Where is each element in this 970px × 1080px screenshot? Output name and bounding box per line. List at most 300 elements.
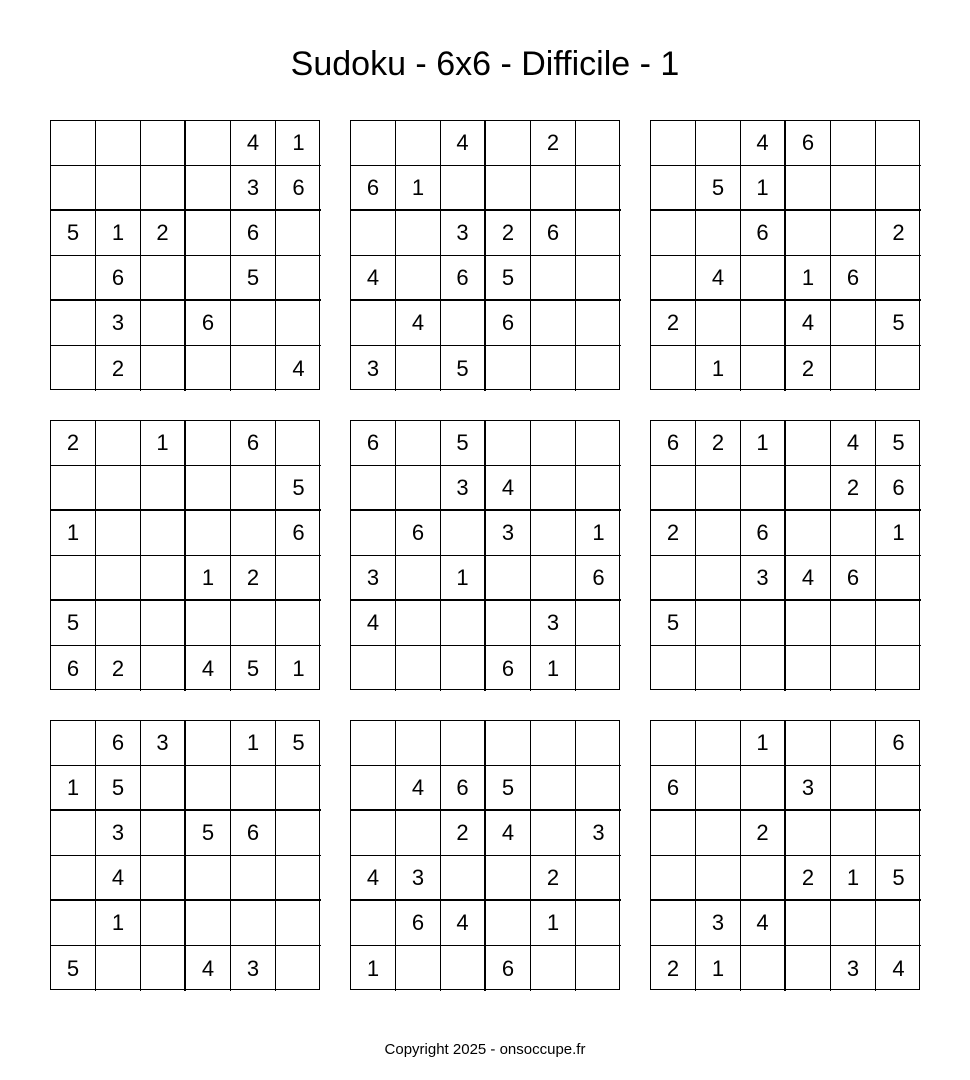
sudoku-cell[interactable]	[576, 211, 621, 256]
sudoku-cell[interactable]	[276, 421, 321, 466]
sudoku-cell: 2	[231, 556, 276, 601]
sudoku-cell[interactable]	[141, 601, 186, 646]
sudoku-cell[interactable]	[876, 556, 921, 601]
sudoku-cell: 1	[576, 511, 621, 556]
sudoku-cell[interactable]	[576, 901, 621, 946]
sudoku-cell[interactable]	[786, 211, 831, 256]
sudoku-cell[interactable]	[741, 646, 786, 691]
sudoku-cell[interactable]	[831, 511, 876, 556]
sudoku-cell: 4	[351, 256, 396, 301]
sudoku-cell[interactable]	[831, 346, 876, 391]
sudoku-cell[interactable]	[651, 811, 696, 856]
sudoku-cell[interactable]	[231, 466, 276, 511]
sudoku-cell: 2	[531, 856, 576, 901]
sudoku-cell[interactable]	[486, 601, 531, 646]
sudoku-cell[interactable]	[786, 901, 831, 946]
sudoku-cell[interactable]	[696, 601, 741, 646]
sudoku-cell[interactable]	[876, 901, 921, 946]
sudoku-cell[interactable]	[396, 556, 441, 601]
sudoku-cell: 2	[441, 811, 486, 856]
sudoku-cell[interactable]	[831, 901, 876, 946]
sudoku-cell[interactable]	[141, 511, 186, 556]
sudoku-cell[interactable]	[831, 211, 876, 256]
sudoku-cell[interactable]	[786, 421, 831, 466]
sudoku-cell[interactable]	[276, 256, 321, 301]
sudoku-cell[interactable]	[831, 766, 876, 811]
sudoku-cell[interactable]	[696, 856, 741, 901]
sudoku-cell: 3	[576, 811, 621, 856]
sudoku-cell[interactable]	[141, 811, 186, 856]
sudoku-cell[interactable]	[786, 601, 831, 646]
sudoku-cell[interactable]	[396, 346, 441, 391]
sudoku-cell[interactable]	[576, 301, 621, 346]
sudoku-cell: 1	[741, 166, 786, 211]
sudoku-cell[interactable]	[141, 466, 186, 511]
sudoku-cell: 6	[651, 766, 696, 811]
sudoku-cell[interactable]	[276, 211, 321, 256]
sudoku-cell[interactable]	[741, 766, 786, 811]
sudoku-cell[interactable]	[531, 811, 576, 856]
sudoku-cell[interactable]	[396, 466, 441, 511]
sudoku-cell[interactable]	[186, 256, 231, 301]
sudoku-cell[interactable]	[96, 946, 141, 991]
sudoku-cell: 3	[486, 511, 531, 556]
sudoku-cell[interactable]	[531, 466, 576, 511]
sudoku-cell[interactable]	[696, 766, 741, 811]
sudoku-cell: 1	[696, 946, 741, 991]
sudoku-cell: 5	[441, 346, 486, 391]
sudoku-cell[interactable]	[186, 511, 231, 556]
sudoku-cell[interactable]	[696, 556, 741, 601]
sudoku-cell[interactable]	[531, 766, 576, 811]
sudoku-cell[interactable]	[396, 421, 441, 466]
sudoku-cell[interactable]	[741, 856, 786, 901]
sudoku-cell: 2	[531, 121, 576, 166]
sudoku-cell: 5	[96, 766, 141, 811]
sudoku-cell[interactable]	[186, 346, 231, 391]
sudoku-cell: 6	[486, 301, 531, 346]
sudoku-cell[interactable]	[486, 166, 531, 211]
sudoku-cell: 1	[51, 511, 96, 556]
sudoku-cell: 3	[396, 856, 441, 901]
sudoku-cell[interactable]	[651, 121, 696, 166]
sudoku-cell[interactable]	[96, 601, 141, 646]
sudoku-cell: 1	[786, 256, 831, 301]
sudoku-cell[interactable]	[186, 211, 231, 256]
sudoku-cell: 2	[651, 511, 696, 556]
sudoku-cell[interactable]	[486, 121, 531, 166]
sudoku-cell[interactable]	[231, 901, 276, 946]
sudoku-cell: 6	[531, 211, 576, 256]
sudoku-cell: 6	[276, 166, 321, 211]
sudoku-cell[interactable]	[186, 601, 231, 646]
sudoku-cell[interactable]	[141, 946, 186, 991]
sudoku-cell: 6	[441, 766, 486, 811]
sudoku-cell[interactable]	[696, 211, 741, 256]
sudoku-cell[interactable]	[741, 256, 786, 301]
sudoku-cell: 4	[292, 355, 305, 381]
sudoku-cell[interactable]	[741, 946, 786, 991]
sudoku-grid-5	[350, 420, 620, 690]
sudoku-cell[interactable]	[576, 946, 621, 991]
sudoku-cell[interactable]	[531, 301, 576, 346]
sudoku-cell[interactable]	[531, 556, 576, 601]
sudoku-cell[interactable]	[576, 646, 621, 691]
sudoku-cell[interactable]	[441, 721, 486, 766]
sudoku-cell: 1	[96, 211, 141, 256]
sudoku-cell[interactable]	[186, 421, 231, 466]
sudoku-cell[interactable]	[186, 166, 231, 211]
sudoku-cell[interactable]	[96, 466, 141, 511]
sudoku-cell[interactable]	[441, 511, 486, 556]
sudoku-cell[interactable]	[786, 646, 831, 691]
sudoku-cell[interactable]	[396, 601, 441, 646]
sudoku-cell[interactable]	[186, 901, 231, 946]
sudoku-cell[interactable]	[231, 766, 276, 811]
sudoku-cell: 3	[351, 556, 396, 601]
sudoku-cell[interactable]	[231, 346, 276, 391]
sudoku-cell[interactable]	[231, 301, 276, 346]
sudoku-grid-2	[350, 120, 620, 390]
sudoku-cell: 4	[741, 121, 786, 166]
sudoku-cell[interactable]	[651, 346, 696, 391]
sudoku-cell: 2	[486, 211, 531, 256]
sudoku-cell[interactable]	[96, 511, 141, 556]
sudoku-cell[interactable]	[786, 511, 831, 556]
sudoku-cell: 1	[531, 901, 576, 946]
sudoku-cell: 1	[351, 946, 396, 991]
sudoku-cell: 3	[351, 346, 396, 391]
sudoku-cell: 6	[876, 721, 921, 766]
sudoku-cell: 6	[831, 556, 876, 601]
sudoku-cell[interactable]	[786, 466, 831, 511]
sudoku-cell[interactable]	[441, 301, 486, 346]
sudoku-cell: 5	[276, 721, 321, 766]
sudoku-cell[interactable]	[696, 511, 741, 556]
sudoku-cell[interactable]	[351, 301, 396, 346]
sudoku-cell[interactable]	[831, 301, 876, 346]
sudoku-grid-9	[650, 720, 920, 990]
sudoku-cell: 4	[892, 955, 905, 981]
sudoku-cell[interactable]	[876, 646, 921, 691]
sudoku-cell[interactable]	[486, 901, 531, 946]
sudoku-grid-3	[650, 120, 920, 390]
sudoku-cell: 4	[396, 301, 441, 346]
sudoku-cell[interactable]	[51, 301, 96, 346]
sudoku-cell: 6	[741, 211, 786, 256]
sudoku-cell[interactable]	[141, 121, 186, 166]
sudoku-cell: 6	[396, 901, 441, 946]
sudoku-cell[interactable]	[51, 166, 96, 211]
sudoku-cell[interactable]	[396, 646, 441, 691]
sudoku-cell: 4	[231, 121, 276, 166]
sudoku-cell: 2	[51, 421, 96, 466]
sudoku-cell[interactable]	[651, 856, 696, 901]
sudoku-cell[interactable]	[396, 946, 441, 991]
sudoku-cell: 6	[741, 511, 786, 556]
sudoku-cell: 1	[96, 901, 141, 946]
sudoku-cell[interactable]	[186, 466, 231, 511]
sudoku-cell[interactable]	[51, 256, 96, 301]
sudoku-cell: 6	[186, 301, 231, 346]
sudoku-cell: 2	[876, 211, 921, 256]
sudoku-cell[interactable]	[141, 256, 186, 301]
sudoku-cell[interactable]	[741, 301, 786, 346]
sudoku-cell[interactable]	[741, 346, 786, 391]
sudoku-cell[interactable]	[576, 466, 621, 511]
sudoku-cell[interactable]	[276, 901, 321, 946]
sudoku-cell[interactable]	[441, 646, 486, 691]
sudoku-cell: 6	[486, 946, 531, 991]
sudoku-cell: 5	[231, 646, 276, 691]
sudoku-cell[interactable]	[276, 556, 321, 601]
sudoku-cell: 6	[576, 556, 621, 601]
sudoku-cell[interactable]	[531, 346, 576, 391]
sudoku-cell: 4	[441, 121, 486, 166]
sudoku-cell[interactable]	[51, 556, 96, 601]
sudoku-cell[interactable]	[486, 421, 531, 466]
sudoku-cell[interactable]	[651, 256, 696, 301]
sudoku-cell: 2	[651, 946, 696, 991]
sudoku-grid-7	[50, 720, 320, 990]
sudoku-cell: 4	[351, 856, 396, 901]
sudoku-cell[interactable]	[351, 121, 396, 166]
sudoku-cell: 4	[786, 556, 831, 601]
sudoku-cell[interactable]	[141, 856, 186, 901]
sudoku-cell[interactable]	[351, 721, 396, 766]
sudoku-cell[interactable]	[396, 256, 441, 301]
sudoku-cell[interactable]	[651, 721, 696, 766]
sudoku-cell: 1	[741, 421, 786, 466]
sudoku-cell[interactable]	[51, 901, 96, 946]
sudoku-cell: 4	[441, 901, 486, 946]
sudoku-cell[interactable]	[576, 766, 621, 811]
sudoku-cell: 2	[96, 646, 141, 691]
sudoku-cell[interactable]	[96, 121, 141, 166]
sudoku-cell[interactable]	[141, 166, 186, 211]
sudoku-cell: 4	[186, 646, 231, 691]
sudoku-cell: 2	[141, 211, 186, 256]
sudoku-cell[interactable]	[876, 811, 921, 856]
sudoku-cell: 6	[486, 646, 531, 691]
sudoku-cell[interactable]	[276, 766, 321, 811]
sudoku-cell[interactable]	[786, 811, 831, 856]
sudoku-cell[interactable]	[396, 721, 441, 766]
sudoku-cell: 3	[696, 901, 741, 946]
sudoku-cell[interactable]	[351, 211, 396, 256]
sudoku-cell[interactable]	[441, 166, 486, 211]
sudoku-cell[interactable]	[831, 811, 876, 856]
sudoku-cell: 5	[231, 256, 276, 301]
sudoku-cell: 2	[741, 811, 786, 856]
sudoku-cell[interactable]	[651, 556, 696, 601]
sudoku-cell: 4	[186, 946, 231, 991]
sudoku-cell[interactable]	[96, 421, 141, 466]
sudoku-cell[interactable]	[351, 901, 396, 946]
sudoku-cell: 1	[531, 646, 576, 691]
sudoku-cell[interactable]	[141, 346, 186, 391]
sudoku-cell[interactable]	[96, 166, 141, 211]
sudoku-cell: 6	[651, 421, 696, 466]
sudoku-cell[interactable]	[576, 421, 621, 466]
sudoku-cell: 5	[51, 601, 96, 646]
sudoku-cell[interactable]	[576, 346, 621, 391]
sudoku-cell: 3	[141, 721, 186, 766]
sudoku-cell[interactable]	[231, 601, 276, 646]
sudoku-cell[interactable]	[576, 166, 621, 211]
sudoku-cell[interactable]	[276, 601, 321, 646]
sudoku-cell[interactable]	[441, 601, 486, 646]
sudoku-cell[interactable]	[531, 946, 576, 991]
sudoku-cell[interactable]	[696, 121, 741, 166]
sudoku-cell[interactable]	[141, 301, 186, 346]
sudoku-cell: 1	[292, 655, 305, 681]
sudoku-cell: 1	[141, 421, 186, 466]
sudoku-cell[interactable]	[276, 301, 321, 346]
sudoku-cell: 6	[351, 421, 396, 466]
sudoku-cell[interactable]	[741, 466, 786, 511]
sudoku-cell[interactable]	[576, 601, 621, 646]
sudoku-cell[interactable]	[651, 211, 696, 256]
sudoku-cell[interactable]	[276, 946, 321, 991]
sudoku-cell: 3	[96, 301, 141, 346]
sudoku-cell[interactable]	[696, 301, 741, 346]
sudoku-cell: 6	[876, 466, 921, 511]
sudoku-cell[interactable]	[141, 646, 186, 691]
sudoku-cell: 1	[741, 721, 786, 766]
sudoku-cell: 5	[51, 946, 96, 991]
sudoku-cell[interactable]	[486, 721, 531, 766]
sudoku-cell[interactable]	[696, 811, 741, 856]
sudoku-cell[interactable]	[51, 346, 96, 391]
sudoku-cell[interactable]	[576, 721, 621, 766]
sudoku-cell[interactable]	[651, 646, 696, 691]
sudoku-cell[interactable]	[786, 721, 831, 766]
sudoku-cell[interactable]	[396, 121, 441, 166]
sudoku-cell[interactable]	[531, 421, 576, 466]
sudoku-cell[interactable]	[51, 811, 96, 856]
sudoku-cell: 1	[276, 121, 321, 166]
sudoku-cell: 1	[441, 556, 486, 601]
sudoku-cell[interactable]	[351, 646, 396, 691]
sudoku-cell[interactable]	[696, 646, 741, 691]
sudoku-cell[interactable]	[696, 466, 741, 511]
sudoku-cell[interactable]	[141, 556, 186, 601]
sudoku-cell[interactable]	[876, 166, 921, 211]
sudoku-cell: 2	[786, 346, 831, 391]
sudoku-cell[interactable]	[351, 511, 396, 556]
sudoku-cell: 6	[51, 646, 96, 691]
sudoku-cell[interactable]	[651, 166, 696, 211]
sudoku-cell[interactable]	[96, 556, 141, 601]
sudoku-cell[interactable]	[51, 721, 96, 766]
sudoku-cell: 5	[876, 856, 921, 901]
sudoku-cell: 4	[786, 301, 831, 346]
sudoku-cell: 6	[231, 811, 276, 856]
sudoku-cell[interactable]	[831, 166, 876, 211]
sudoku-cell[interactable]	[576, 121, 621, 166]
sudoku-cell[interactable]	[141, 901, 186, 946]
sudoku-cell[interactable]	[831, 601, 876, 646]
sudoku-cell[interactable]	[276, 811, 321, 856]
sudoku-cell[interactable]	[186, 721, 231, 766]
sudoku-cell: 5	[486, 256, 531, 301]
sudoku-cell[interactable]	[486, 856, 531, 901]
sudoku-cell: 5	[696, 166, 741, 211]
sudoku-cell[interactable]	[351, 766, 396, 811]
sudoku-cell: 6	[276, 511, 321, 556]
sudoku-cell[interactable]	[786, 946, 831, 991]
sudoku-cell[interactable]	[396, 211, 441, 256]
sudoku-cell[interactable]	[141, 766, 186, 811]
sudoku-cell[interactable]	[741, 601, 786, 646]
sudoku-cell[interactable]	[351, 466, 396, 511]
sudoku-cell[interactable]	[696, 721, 741, 766]
sudoku-cell: 2	[696, 421, 741, 466]
sudoku-cell[interactable]	[486, 556, 531, 601]
sudoku-cell[interactable]	[531, 256, 576, 301]
sudoku-cell[interactable]	[51, 856, 96, 901]
sudoku-grid-1	[50, 120, 320, 390]
sudoku-cell[interactable]	[876, 121, 921, 166]
sudoku-cell[interactable]	[231, 856, 276, 901]
sudoku-cell: 2	[651, 301, 696, 346]
copyright-footer: Copyright 2025 - onsoccupe.fr	[384, 1041, 586, 1058]
sudoku-cell: 6	[96, 256, 141, 301]
sudoku-cell[interactable]	[531, 511, 576, 556]
sudoku-cell[interactable]	[576, 256, 621, 301]
sudoku-cell: 3	[786, 766, 831, 811]
sudoku-cell[interactable]	[876, 346, 921, 391]
sudoku-cell[interactable]	[231, 511, 276, 556]
sudoku-cell[interactable]	[276, 856, 321, 901]
sudoku-cell: 2	[831, 466, 876, 511]
sudoku-cell: 6	[831, 256, 876, 301]
sudoku-cell[interactable]	[831, 721, 876, 766]
sudoku-cell[interactable]	[441, 856, 486, 901]
sudoku-cell[interactable]	[876, 256, 921, 301]
sudoku-cell: 6	[351, 166, 396, 211]
sudoku-cell[interactable]	[186, 766, 231, 811]
sudoku-cell[interactable]	[831, 121, 876, 166]
sudoku-cell[interactable]	[396, 811, 441, 856]
sudoku-cell[interactable]	[51, 121, 96, 166]
sudoku-cell: 5	[51, 211, 96, 256]
sudoku-cell: 3	[741, 556, 786, 601]
sudoku-cell[interactable]	[786, 166, 831, 211]
sudoku-cell[interactable]	[186, 856, 231, 901]
sudoku-cell: 3	[231, 166, 276, 211]
sudoku-cell[interactable]	[51, 466, 96, 511]
sudoku-cell[interactable]	[531, 166, 576, 211]
sudoku-cell[interactable]	[651, 466, 696, 511]
sudoku-cell: 3	[531, 601, 576, 646]
sudoku-cell[interactable]	[486, 346, 531, 391]
sudoku-grid-4	[50, 420, 320, 690]
sudoku-cell[interactable]	[351, 811, 396, 856]
sudoku-cell[interactable]	[576, 856, 621, 901]
sudoku-cell[interactable]	[831, 646, 876, 691]
sudoku-cell: 5	[186, 811, 231, 856]
sudoku-cell[interactable]	[876, 601, 921, 646]
sudoku-cell[interactable]	[531, 721, 576, 766]
sudoku-cell[interactable]	[876, 766, 921, 811]
sudoku-cell[interactable]	[651, 901, 696, 946]
sudoku-cell[interactable]	[186, 121, 231, 166]
sudoku-cell: 4	[486, 811, 531, 856]
sudoku-cell: 3	[441, 466, 486, 511]
sudoku-cell[interactable]	[441, 946, 486, 991]
